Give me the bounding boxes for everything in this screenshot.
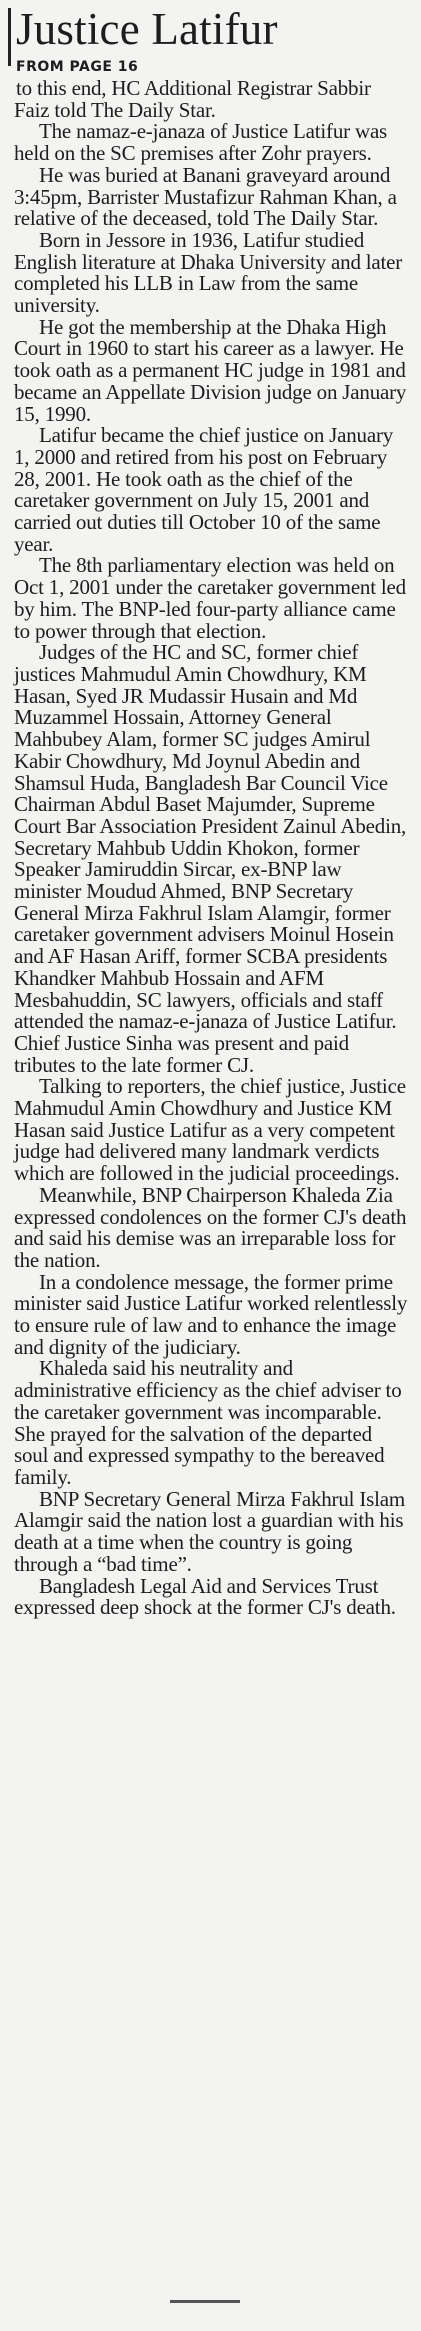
paragraph: Bangladesh Legal Aid and Services Trust expressed deep shock at the former CJ's death. (14, 1573, 396, 1620)
paragraph: The namaz-e-janaza of Justice Latifur was held on the SC premises after Zohr prayers. (14, 119, 388, 166)
paragraph: to this end, HC Additional Registrar Sabbir Faiz told The Daily Star. (14, 76, 371, 122)
column-rule (8, 8, 11, 66)
paragraph: Judges of the HC and SC, former chief justices Mahmudul Amin Chowdhury, KM Hasan, Syed JR Mudassir Husain and Md Muzammel Hossain, Attorney General Mahbubey Alam, former SC judges Amirul Kabir Chowdhury, Md Joynul Abedin and Shamsul Huda, Bangladesh Bar Council Vice Chairman Abdul Baset Majumder, Supreme Court Bar Association President Zainul Abedin, Secretary Mahbub Uddin Khokon, former Speaker Jamiruddin Sircar, ex-BNP law minister Moudud Ahmed, BNP Secretary General Mirza Fakhrul Islam Alamgir, former caretaker government advisers Moinul Hosein and AF Hasan Ariff, former SCBA presidents Khandker Mahbub Hossain and AFM Mesbahuddin, SC lawyers, officials and staff attended the namaz-e-janaza of Justice Latifur. Chief Justice Sinha was present and paid tributes to the late former CJ. (14, 640, 407, 1077)
paragraph: Talking to reporters, the chief justice, Justice Mahmudul Amin Chowdhury and Justice KM Hasan said Justice Latifur as a very competent judge had delivered many landmark verdicts which are followed in the judicial proceedings. (14, 1074, 406, 1186)
article-body (14, 78, 408, 1619)
paragraph: Born in Jessore in 1936, Latifur studied English literature at Dhaka University and later completed his LLB in Law from the same university. (14, 227, 403, 318)
article-column (14, 4, 408, 2326)
continuation-label: FROM PAGE 16 (16, 59, 139, 75)
paragraph: Khaleda said his neutrality and administrative efficiency as the chief adviser to the caretaker government was incomparable. She prayed for the salvation of the departed soul and expressed sympathy to the bereaved family. (14, 1356, 402, 1489)
paragraph: Latifur became the chief justice on January 1, 2000 and retired from his post on February 28, 2001. He took oath as the chief of the caretaker government on July 15, 2001 and carried out duties till October 10 of the same year. (14, 423, 394, 556)
paragraph: In a condolence message, the former prime minister said Justice Latifur worked relentlessly to ensure rule of law and to enhance the image and dignity of the judiciary. (14, 1269, 408, 1359)
paragraph: He was buried at Banani graveyard around 3:45pm, Barrister Mustafizur Rahman Khan, a relative of the deceased, told The Daily Star. (14, 162, 397, 231)
paragraph: Meanwhile, BNP Chairperson Khaleda Zia expressed condolences on the former CJ's death and said his demise was an irreparable loss for the nation. (14, 1182, 407, 1272)
paragraph: He got the membership at the Dhaka High Court in 1960 to start his career as a lawyer. He took oath as a permanent HC judge in 1981 and became an Appellate Division judge on January 15, 1990. (14, 314, 407, 426)
paragraph: BNP Secretary General Mirza Fakhrul Islam Alamgir said the nation lost a guardian with his death at a time when the country is going through a “bad time”. (14, 1486, 405, 1576)
paragraph: The 8th parliamentary election was held on Oct 1, 2001 under the caretaker government led by him. The BNP-led four-party alliance came to power through that election. (14, 553, 406, 643)
end-of-article-mark (170, 2300, 240, 2303)
article-headline: Justice Latifur (16, 4, 278, 54)
